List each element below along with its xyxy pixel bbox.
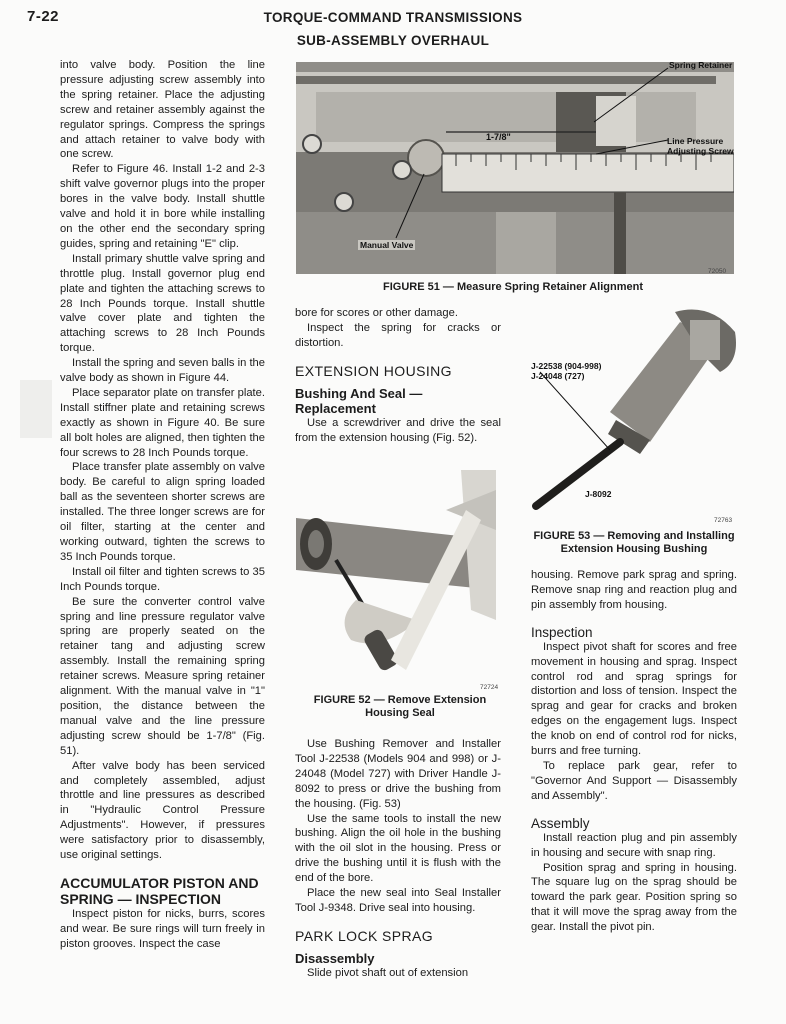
section-heading: ACCUMULATOR PISTON AND SPRING — INSPECTION [60, 874, 259, 907]
label-manual-valve: Manual Valve [360, 240, 414, 250]
subsection-heading: Bushing And Seal — Replacement [295, 385, 423, 416]
measure-label: 1-7/8" [486, 132, 511, 142]
figure-number: 72050 [708, 268, 727, 275]
figure-number: 72724 [480, 684, 499, 691]
subsection-heading: Inspection [531, 624, 593, 640]
label-driver: J-8092 [585, 489, 612, 499]
paragraph: Install primary shuttle valve spring and throttle plug. Install governor plug end plate and tighten the attaching screws to 28 Inch Pounds torque. Install shuttle valve cover plate and tighten the attaching screws to 28 Inch Pounds torque. [60, 252, 265, 355]
paragraph: Use Bushing Remover and Installer Tool J-22538 (Models 904 and 998) or J-24048 (Model 727) with Driver Handle J-8092 to press or drive the bushing from the housing. (Fig. 53) [295, 738, 501, 810]
paragraph: Install the spring and seven balls in the valve body as shown in Figure 44. [60, 357, 265, 385]
paragraph: Place separator plate on transfer plate. Install stiffner plate and retaining screws exactly as shown in Figure 40. Be sure all bolt holes are aligned, then tighten the four screws to 28 Inch Pounds torque. [60, 386, 265, 459]
column-3 [531, 568, 737, 935]
paragraph: After valve body has been serviced and completely assembled, adjust throttle and line pressures as described in "Hydraulic Control Pressure Adjustments". However, if pressures were satisfactory prior to disassembly, use original settings. [60, 759, 265, 862]
figure-52-caption [298, 694, 502, 720]
paragraph: Be sure the converter control valve spring and line pressure regulator valve spring are properly seated on the retainer tang and adjusting screw assembly. Install the remaining spring retainer screws. Measure spring retainer alignment. With the manual valve in "1" position, the distance between the manual valve and the line pressure adjusting screw should be 1-7/8" (Fig. 51). [60, 595, 265, 757]
paragraph: Inspect pivot shaft for scores and free movement in housing and sprag. Inspect control rod and sprag springs for distortion and loss of tension. Inspect the sprag and gear for cracks and broken edges on the engagement lugs. Inspect the knob on end of control rod for nicks, burrs and free turning. [531, 640, 737, 758]
paragraph: bore for scores or other damage. [295, 307, 458, 319]
section-heading: EXTENSION HOUSING [295, 362, 452, 379]
page-title: TORQUE-COMMAND TRANSMISSIONS [263, 10, 523, 25]
caption-line: Housing Seal [365, 707, 435, 719]
paragraph: Position sprag and spring in housing. The square lug on the sprag should be toward the park gear. Position spring so that it will move the sprag away from the gear. Install the pivot pin. [531, 861, 737, 934]
margin-shade [20, 380, 52, 438]
paragraph: Slide pivot shaft out of extension [307, 966, 469, 979]
label-spring-retainer: Spring Retainer [669, 60, 733, 70]
label-line-pressure-line2: Adjusting Screw [667, 146, 734, 156]
figure-53-photo [530, 302, 740, 516]
caption-line: FIGURE 53 — Removing and Installing [533, 530, 735, 542]
paragraph: Inspect piston for nicks, burrs, scores and wear. Be sure rings will turn freely in piston grooves. Inspect the case [60, 907, 265, 950]
subsection-heading: Disassembly [295, 950, 375, 966]
paragraph: Use the same tools to install the new bushing. Align the oil hole in the bushing with the oil slot in the housing. Press or drive the bushing until it is flush with the end of the bore. [295, 812, 501, 885]
section-heading: PARK LOCK SPRAG [295, 927, 434, 944]
paragraph: To replace park gear, refer to "Governor And Support — Disassembly and Assembly". [531, 759, 737, 802]
page-subtitle: SUB-ASSEMBLY OVERHAUL [296, 33, 490, 48]
paragraph: Install reaction plug and pin assembly in housing and secure with snap ring. [531, 831, 737, 859]
paragraph: Place transfer plate assembly on valve body. Be careful to align spring loaded ball as the seventeen shorter screws are installed. The three longer screws are for oil filter, starting at the center and working outward, tighten the screws to 35 Inch Pounds torque. [60, 461, 265, 563]
figure-53-caption [532, 530, 736, 556]
caption-line: Extension Housing Bushing [560, 543, 708, 555]
label-line-pressure-line1: Line Pressure [667, 136, 724, 146]
column-2-upper [295, 306, 501, 446]
figure-number: 72763 [714, 517, 733, 524]
paragraph: Use a screwdriver and drive the seal from the extension housing (Fig. 52). [295, 416, 501, 444]
seal-removal-illustration [296, 470, 496, 688]
label-line-pressure [667, 136, 734, 156]
figure-52-photo [296, 470, 496, 688]
subsection-heading: Assembly [531, 815, 590, 831]
page-number: 7-22 [27, 8, 60, 25]
paragraph: Inspect the spring for cracks or distortion. [295, 321, 501, 349]
paragraph: Place the new seal into Seal Installer Tool J-9348. Drive seal into housing. [295, 887, 501, 914]
paragraph: Refer to Figure 46. Install 1-2 and 2-3 shift valve governor plugs into the proper bores in the valve body. Install shuttle valve and hold it in bore while installing on the other end the secondary spring guides, spring and retaining "E" clip. [60, 163, 265, 250]
column-1 [60, 58, 265, 952]
column-2-lower [295, 737, 501, 981]
label-tool-line2: J-24048 (727) [531, 371, 585, 381]
figure-51-caption: FIGURE 51 — Measure Spring Retainer Alignment [383, 281, 643, 293]
paragraph: Install oil filter and tighten screws to 35 Inch Pounds torque. [60, 565, 265, 593]
caption-line: FIGURE 52 — Remove Extension [313, 694, 487, 706]
label-tool-line1: J-22538 (904-998) [531, 361, 602, 371]
label-tool [531, 361, 601, 381]
paragraph: into valve body. Position the line pressure adjusting screw assembly into the spring retainer. Place the adjusting screw and retainer assembly against the regulator springs. Compress the springs and attach retainer to valve body with one screw. [60, 59, 265, 161]
paragraph: housing. Remove park sprag and spring. Remove snap ring and reaction plug and pin assembly from housing. [531, 569, 737, 611]
bushing-tool-illustration [530, 302, 740, 516]
